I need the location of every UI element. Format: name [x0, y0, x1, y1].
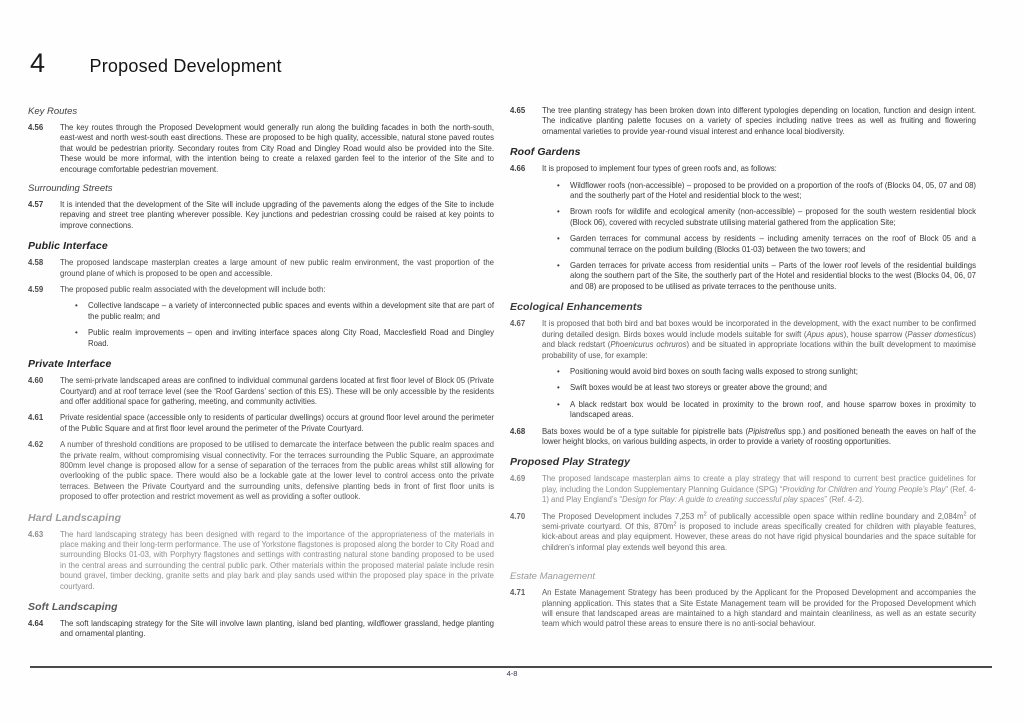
paragraph	[510, 106, 976, 137]
bullet-text	[570, 207, 976, 228]
text-run: It is proposed to implement four types of green roofs and, as follows:	[542, 164, 777, 174]
paragraph-number: 4.61	[28, 413, 44, 423]
bullet-marker: •	[75, 301, 78, 311]
text-run: Wildflower roofs (non-accessible) – proposed to be provided on a proportion of the roofs of (Blocks 04, 05, 07 and 08) and the southerly part of the Hotel and residential block to the west;	[570, 180, 976, 201]
bullet-text	[570, 261, 976, 292]
paragraph-text	[60, 530, 494, 592]
paragraph	[510, 512, 976, 554]
text-run: It is intended that the development of the Site will include upgrading of the pavements along the edges of the Site to include repaving and street tree planting wherever possible. Key junctions and pedestrian crossing could be raised at key points to improve connections.	[60, 200, 494, 230]
section-heading: Private Interface	[28, 358, 112, 371]
text-run: 2	[703, 510, 707, 517]
bullet-text	[88, 328, 494, 349]
section-heading: Proposed Play Strategy	[510, 456, 631, 469]
section-heading: Public Interface	[28, 240, 108, 253]
text-run: A number of threshold conditions are proposed to be utilised to demarcate the interface between the public realm spaces and the private realm, without compromising visual connectivity. For the terraces surrounding the Public Square, an approximate 800mm level change is proposed allow for a sense of separation of the terraces from the public areas whilst still allowing for overlooking of the public space. There would also be a lockable gate at the lower level to control access onto the private terraces. Between the Private Courtyard and the surrounding units, defensive planting beds in front of first floor units is proposed to offer protection and restrict movement as well as providing a softer outlook.	[60, 440, 494, 502]
bullet-marker: •	[557, 234, 560, 244]
text-run: Providing for Children and Young People’s Play	[782, 484, 946, 494]
section-heading: Ecological Enhancements	[510, 301, 643, 314]
paragraph-number: 4.57	[28, 200, 44, 210]
footer-rule	[30, 666, 992, 668]
paragraph-number: 4.58	[28, 258, 44, 268]
text-run: is proposed to include areas specifically created for children with playable features, kick-about areas and play equipment. However, these areas do not have rigid physical boundaries and the space suitable for children’s informal play extends well beyond this area.	[542, 521, 976, 552]
paragraph-text	[60, 285, 494, 295]
text-run: Garden terraces for private access from residential units – Parts of the lower roof levels of the residential buildings along the southern part of the Site, the southerly part of the Hotel and residential blocks to the west (Blocks 04, 06, 07 and 08) are proposed to be utilised as private terraces to the penthouse units.	[570, 261, 976, 291]
bullet-item	[75, 301, 494, 322]
paragraph-number: 4.63	[28, 529, 44, 539]
paragraph-number: 4.56	[28, 123, 44, 132]
paragraph-text	[542, 164, 976, 174]
text-run: Positioning would avoid bird boxes on south facing walls exposed to strong sunlight;	[570, 366, 858, 376]
sub-section-heading: Estate Management	[510, 571, 596, 583]
text-run: The proposed public realm associated with the development will include both:	[60, 285, 326, 295]
paragraph-number: 4.66	[510, 164, 526, 174]
paragraph	[510, 319, 976, 361]
paragraph-number: 4.60	[28, 376, 44, 386]
bullet-marker: •	[557, 399, 560, 409]
text-run: The soft landscaping strategy for the Site will involve lawn planting, island bed planting, wildflower grassland, hedge planting and ornamental planting.	[60, 619, 494, 639]
paragraph-number: 4.64	[28, 619, 44, 628]
bullet-item	[75, 328, 494, 349]
text-run: Apus apus	[806, 329, 844, 339]
text-run: spp.) and positioned beneath the eaves on half of the lower height blocks, on various building aspects, in order to provide a variety of roosting opportunities.	[542, 426, 976, 446]
bullet-marker: •	[557, 180, 560, 190]
paragraph-number: 4.71	[510, 588, 526, 598]
section-heading: Hard Landscaping	[28, 511, 122, 524]
text-run: Design for Play: A guide to creating successful play spaces	[622, 495, 825, 505]
text-run: A black redstart box would be located in proximity to the brown roof, and house sparrow boxes in proximity to landscaped areas.	[570, 399, 976, 420]
bullet-text	[570, 234, 976, 255]
bullet-item	[557, 181, 976, 202]
paragraph-number: 4.70	[510, 511, 526, 521]
chapter-number: 4	[30, 48, 46, 78]
text-run: Public realm improvements – open and inviting interface spaces along City Road, Macclesfield Road and Dingley Road.	[88, 328, 494, 348]
text-run: Brown roofs for wildlife and ecological amenity (non-accessible) – proposed for the south western residential block (Block 06), covered with recycled substrate utilising material gathered from the application Site;	[570, 207, 976, 227]
paragraph-text	[60, 376, 494, 407]
bullet-item	[557, 367, 976, 377]
text-run: Pipistrellus	[748, 426, 786, 436]
bullet-text	[570, 181, 976, 202]
paragraph	[28, 619, 494, 640]
paragraph-number: 4.62	[28, 440, 44, 450]
paragraph-number: 4.65	[510, 106, 526, 115]
text-run: Bats boxes would be of a type suitable for pipistrelle bats (	[542, 426, 749, 436]
bullet-marker: •	[75, 328, 78, 338]
text-run: ) and be situated in appropriate locations within the built development to maximise probability of use, for example:	[542, 340, 976, 360]
section-heading: Soft Landscaping	[28, 601, 118, 613]
paragraph-text	[542, 474, 976, 505]
paragraph-text	[60, 619, 494, 640]
text-run: ” (Ref. 4-2).	[824, 495, 864, 505]
text-run: Swift boxes would be at least two storeys or greater above the ground; and	[570, 383, 827, 393]
paragraph-text	[60, 258, 494, 279]
text-run: The proposed landscape masterplan aims to create a play strategy that will respond to current best practice guidelines for play, including the London Supplementary Planning Guidance (SPG) “	[542, 474, 976, 494]
section-heading: Roof Gardens	[510, 146, 581, 159]
paragraph-number: 4.67	[510, 319, 526, 329]
paragraph-text	[542, 588, 976, 630]
paragraph-text	[60, 200, 494, 231]
paragraph-number: 4.59	[28, 285, 44, 295]
paragraph-text	[60, 440, 494, 502]
text-run: Private residential space (accessible only to residents of particular dwellings) occurs at ground floor level around the perimeter of the Public Square and at first floor level around the perimeter of the Private Courtyard.	[60, 413, 494, 433]
paragraph-text	[542, 512, 976, 554]
paragraph	[510, 588, 976, 630]
right-column	[510, 106, 976, 636]
bullet-text	[570, 367, 976, 377]
paragraph-text	[60, 413, 494, 434]
bullet-text	[88, 301, 494, 322]
sub-section-heading: Key Routes	[28, 106, 78, 117]
text-run: Collective landscape – a variety of interconnected public spaces and events within a development site that are part of the public realm; and	[88, 301, 494, 321]
paragraph	[28, 413, 494, 434]
paragraph	[28, 285, 494, 295]
bullet-item	[557, 207, 976, 228]
text-run: The proposed landscape masterplan creates a large amount of new public realm environment, the vast proportion of the ground plane of which is proposed to be open and accessible.	[60, 258, 494, 278]
paragraph-number: 4.68	[510, 426, 526, 436]
paragraph	[510, 474, 976, 505]
text-run: 2	[963, 510, 967, 517]
chapter-header	[30, 48, 282, 79]
paragraph-number: 4.69	[510, 474, 526, 484]
paragraph-text	[542, 427, 976, 448]
paragraph	[510, 427, 976, 448]
paragraph	[28, 258, 494, 279]
bullet-item	[557, 383, 976, 393]
bullet-marker: •	[557, 207, 560, 217]
bullet-text	[570, 400, 976, 421]
text-run: of publically accessible open space within redline boundary and 2,084m	[706, 511, 964, 521]
paragraph	[28, 376, 494, 407]
bullet-item	[557, 261, 976, 292]
bullet-item	[557, 234, 976, 255]
paragraph-text	[542, 319, 976, 361]
paragraph	[510, 164, 976, 174]
page-title: Proposed Development	[89, 56, 282, 76]
bullet-marker: •	[557, 383, 560, 393]
bullet-item	[557, 400, 976, 421]
text-run: An Estate Management Strategy has been produced by the Applicant for the Proposed Development and accompanies the planning application. This states that a Site Estate Management team will be provided for the Proposed Development which will ensure that landscaped areas are maintained to a high standard and maintain cleanliness, as well as an estate security team which would patrol these areas to ensure there is no anti-social behaviour.	[542, 588, 976, 629]
text-run: ) and black redstart (	[542, 329, 976, 350]
bullet-marker: •	[557, 261, 560, 271]
text-run: Passer domesticus	[907, 329, 974, 339]
text-run: It is proposed that both bird and bat boxes would be incorporated in the development, with the exact number to be confirmed during detailed design. Birds boxes would include models suitable for swift (	[542, 319, 976, 339]
left-column	[28, 106, 494, 646]
footer-page-number: 4-8	[506, 669, 518, 678]
paragraph-text	[60, 123, 494, 175]
text-run: The semi-private landscaped areas are confined to individual communal gardens located at first floor level of Block 05 (Private Courtyard) and at roof terrace level (see the ‘Roof Gardens’ section of this ES). These will be only accessible by the residents and offer additional space for gathering, meeting, and community activities.	[60, 376, 494, 406]
paragraph-text	[542, 106, 976, 137]
text-run: 2	[673, 521, 677, 528]
text-run: The hard landscaping strategy has been designed with regard to the importance of the appropriateness of the materials in place making and their long-term performance. The use of Yorkstone flagstones is proposed along the border to City Road and surrounding Blocks 01-03, with Porphyry flagstones and settings with contrasting natural stone banding proposed to be used in the central areas and surrounding the central public park. Other materials within the proposed material palate include resin bound gravel, timber decking, granite setts and play bark and play sands used within the proposed play space in the private courtyard.	[60, 529, 494, 591]
bullet-marker: •	[557, 366, 560, 376]
text-run: The key routes through the Proposed Development would generally run along the building facades in both the north-south, east-west and north west-south east directions. These are proposed to be high quality, accessible, natural stone paved routes that would be pedestrian priority. Secondary routes from City Road and Dingley Road would also be provided into the Site. These would be more informal, with the intention being to create a relaxed garden feel to the interior of the Site and to encourage comfortable pedestrian movement.	[60, 123, 494, 174]
text-run: The Proposed Development includes 7,253 m	[542, 511, 704, 521]
text-run: of semi-private courtyard. Of this, 870m	[542, 511, 976, 531]
paragraph	[28, 530, 494, 592]
paragraph	[28, 440, 494, 502]
text-run: Phoenicurus ochruros	[610, 340, 687, 350]
bullet-text	[570, 383, 976, 393]
text-run: The tree planting strategy has been broken down into different typologies depending on location, function and design intent. The indicative planting palette focuses on a variety of species including native trees as well as fruiting and flowering ornamental varieties to provide year-round visual interest and enhance local biodiversity.	[542, 106, 976, 136]
paragraph	[28, 123, 494, 175]
paragraph	[28, 200, 494, 231]
text-run: ), house sparrow (	[843, 329, 908, 339]
text-run: Garden terraces for communal access by residents – including amenity terraces on the roof of Block 05 and a communal terrace on the podium building (Blocks 01-03) between the two towers; and	[570, 234, 976, 254]
sub-section-heading: Surrounding Streets	[28, 183, 113, 195]
text-run: ” (Ref. 4-1) and Play England’s “	[542, 484, 976, 505]
